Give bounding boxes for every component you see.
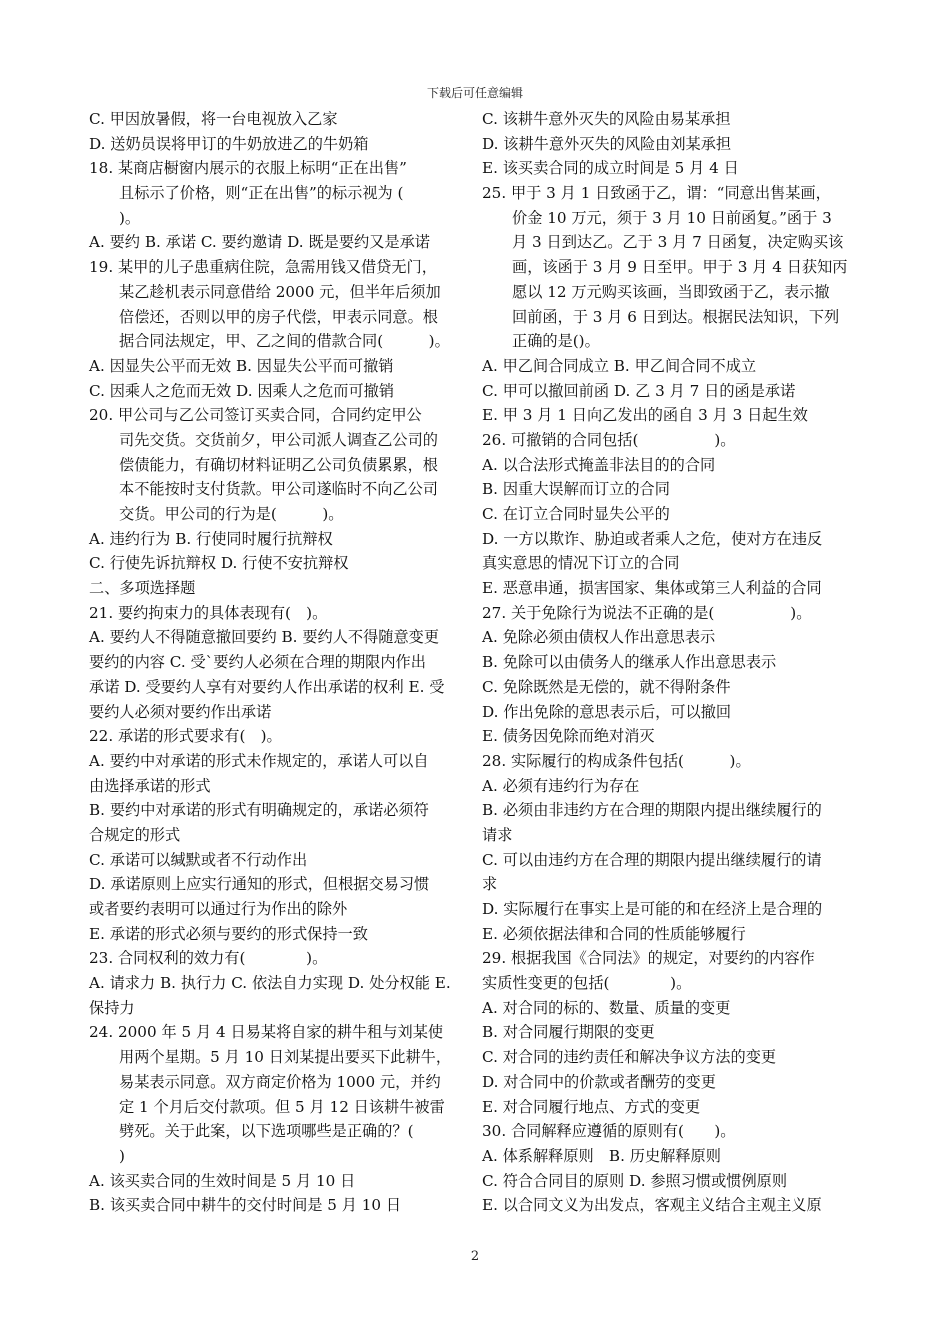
text-line: A. 违约行为 B. 行使同时履行抗辩权 [89,529,333,548]
text-line: 偿债能力，有确切材料证明乙公司负债累累，根 [119,455,438,474]
text-line: A. 要约 B. 承诺 C. 要约邀请 D. 既是要约又是承诺 [89,233,430,252]
text-line: 求 [482,875,498,894]
text-line: 二、多项选择题 [89,579,196,598]
text-line: 21. 要约拘束力的具体表现有( )。 [89,603,328,622]
text-line: 正确的是()。 [512,332,600,351]
text-line: 19. 某甲的儿子患重病住院，急需用钱又借贷无门， [89,258,437,277]
text-line: C. 免除既然是无偿的，就不得附条件 [482,677,731,696]
text-line: 交货。甲公司的行为是( )。 [119,505,344,523]
text-line: C. 行使先诉抗辩权 D. 行使不安抗辩权 [89,554,349,573]
text-line: D. 一方以欺诈、胁迫或者乘人之危，使对方在违反 [482,529,823,548]
text-line: 26. 可撤销的合同包括( )。 [482,430,736,449]
text-line: 月 3 日到达乙。乙于 3 月 7 日函复，决定购买该 [512,233,844,252]
page-number: 2 [470,1249,480,1264]
text-line: 劈死。关于此案，以下选项哪些是正确的？( [119,1122,414,1141]
text-line: 23. 合同权利的效力有( )。 [89,949,328,968]
text-line: 或者要约表明可以通过行为作出的除外 [89,900,348,918]
text-line: C. 因乘人之危而无效 D. 因乘人之危而可撤销 [89,381,395,400]
text-line: A. 对合同的标的、数量、质量的变更 [482,998,731,1017]
text-line: A. 因显失公平而无效 B. 因显失公平而可撤销 [89,356,394,375]
text-line: D. 对合同中的价款或者酬劳的变更 [482,1072,716,1091]
text-line: 29. 根据我国《合同法》的规定，对要约的内容作 [482,949,815,968]
text-line: 且标示了价格，则“正在出售”的标示视为 ( [119,184,404,203]
text-line: 定 1 个月后交付款项。但 5 月 12 日该耕牛被雷 [119,1097,445,1116]
text-line: 要约人必须对要约作出承诺 [89,702,272,721]
text-line: 愿以 12 万元购买该画，当即致函于乙，表示撤 [512,282,830,301]
text-line: D. 实际履行在事实上是可能的和在经济上是合理的 [482,900,823,918]
text-line: B. 必须由非违约方在合理的期限内提出继续履行的 [482,801,822,820]
text-line: A. 要约中对承诺的形式未作规定的，承诺人可以自 [89,751,429,770]
text-line: 某乙趁机表示同意借给 2000 元，但半年后须加 [119,282,441,301]
text-line: A. 体系解释原则 B. 历史解释原则 [482,1146,721,1165]
text-line: 30. 合同解释应遵循的原则有( )。 [482,1122,736,1141]
text-line: A. 请求力 B. 执行力 C. 依法自力实现 D. 处分权能 E. [89,974,451,993]
text-line: 实质性变更的包括( )。 [482,974,692,993]
text-line: 请求 [482,825,513,844]
text-line: )。 [119,208,141,227]
text-line: 22. 承诺的形式要求有( )。 [89,727,282,746]
text-line: 合规定的形式 [89,825,181,844]
text-line: 易某表示同意。双方商定价格为 1000 元，并约 [119,1072,441,1091]
text-line: 用两个星期。5 月 10 日刘某提出要买下此耕牛， [119,1048,452,1067]
text-line: B. 该买卖合同中耕牛的交付时间是 5 月 10 日 [89,1196,402,1215]
text-line: E. 恶意串通，损害国家、集体或第三人利益的合同 [482,579,822,598]
text-line: 保持力 [89,998,135,1017]
text-line: 28. 实际履行的构成条件包括( )。 [482,751,751,770]
text-line: D. 该耕牛意外灭失的风险由刘某承担 [482,134,732,153]
text-line: 18. 某商店橱窗内展示的衣服上标明“正在出售” [89,159,407,178]
text-line: 承诺 D. 受要约人享有对要约人作出承诺的权利 E. 受 [89,677,445,696]
text-line: A. 该买卖合同的生效时间是 5 月 10 日 [89,1171,356,1190]
text-line: C. 对合同的违约责任和解决争议方法的变更 [482,1048,777,1067]
text-line: C. 承诺可以缄默或者不行动作出 [89,850,308,869]
text-line: C. 在订立合同时显失公平的 [482,505,670,523]
text-line: C. 甲因放暑假，将一台电视放入乙家 [89,110,338,128]
text-line: A. 要约人不得随意撤回要约 B. 要约人不得随意变更 [89,628,440,647]
text-line: B. 因重大误解而订立的合同 [482,480,670,499]
text-line: A. 甲乙间合同成立 B. 甲乙间合同不成立 [482,356,757,375]
text-line: 25. 甲于 3 月 1 日致函于乙，谓：“同意出售某画， [482,184,831,203]
text-line: 本不能按时支付货款。甲公司遂临时不向乙公司 [119,480,438,499]
text-line: 20. 甲公司与乙公司签订买卖合同，合同约定甲公 [89,406,422,425]
text-line: 24. 2000 年 5 月 4 日易某将自家的耕牛租与刘某使 [89,1023,444,1042]
text-line: 真实意思的情况下订立的合同 [482,554,680,573]
right-column [482,107,867,1218]
text-line: E. 以合同文义为出发点，客观主义结合主观主义原 [482,1196,822,1215]
text-line: B. 免除可以由债务人的继承人作出意思表示 [482,653,777,672]
text-line: 画，该函于 3 月 9 日至甲。甲于 3 月 4 日获知丙 [512,258,848,277]
text-line: 司先交货。交货前夕，甲公司派人调查乙公司的 [119,430,438,449]
text-line: E. 承诺的形式必须与要约的形式保持一致 [89,924,368,943]
text-line: C. 符合合同目的原则 D. 参照习惯或惯例原则 [482,1171,788,1190]
text-line: E. 对合同履行地点、方式的变更 [482,1097,701,1116]
text-line: C. 可以由违约方在合理的期限内提出继续履行的请 [482,850,822,869]
text-line: E. 甲 3 月 1 日向乙发出的函自 3 月 3 日起生效 [482,406,808,425]
text-line: D. 承诺原则上应实行通知的形式，但根据交易习惯 [89,875,430,894]
text-line: E. 必须依据法律和合同的性质能够履行 [482,924,746,943]
left-column [89,107,474,1218]
text-line: B. 要约中对承诺的形式有明确规定的，承诺必须符 [89,801,429,820]
text-line: D. 送奶员误将甲订的牛奶放进乙的牛奶箱 [89,134,369,153]
text-line: D. 作出免除的意思表示后，可以撤回 [482,702,732,721]
text-line: E. 债务因免除而绝对消灭 [482,727,655,746]
text-line: B. 对合同履行期限的变更 [482,1023,655,1042]
text-line: 据合同法规定，甲、乙之间的借款合同( )。 [119,332,450,351]
text-line: A. 必须有违约行为存在 [482,776,640,795]
text-line: A. 以合法形式掩盖非法目的的合同 [482,455,716,474]
text-line: 倍偿还，否则以甲的房子代偿，甲表示同意。根 [119,307,438,326]
text-line: 回前函，于 3 月 6 日到达。根据民法知识，下列 [512,307,840,326]
text-line: 价金 10 万元，须于 3 月 10 日前函复。”函于 3 [512,208,832,227]
text-line: A. 免除必须由债权人作出意思表示 [482,628,716,647]
page-header: 下载后可任意编辑 [426,86,523,100]
text-line: C. 该耕牛意外灭失的风险由易某承担 [482,110,731,128]
text-line: 要约的内容 C. 受`要约人必须在合理的期限内作出 [89,653,426,672]
text-line: 由选择承诺的形式 [89,776,211,795]
text-line: C. 甲可以撤回前函 D. 乙 3 月 7 日的函是承诺 [482,381,796,400]
text-line: 27. 关于免除行为说法不正确的是( )。 [482,603,812,622]
text-line: E. 该买卖合同的成立时间是 5 月 4 日 [482,159,739,178]
text-line: ) [119,1146,125,1165]
